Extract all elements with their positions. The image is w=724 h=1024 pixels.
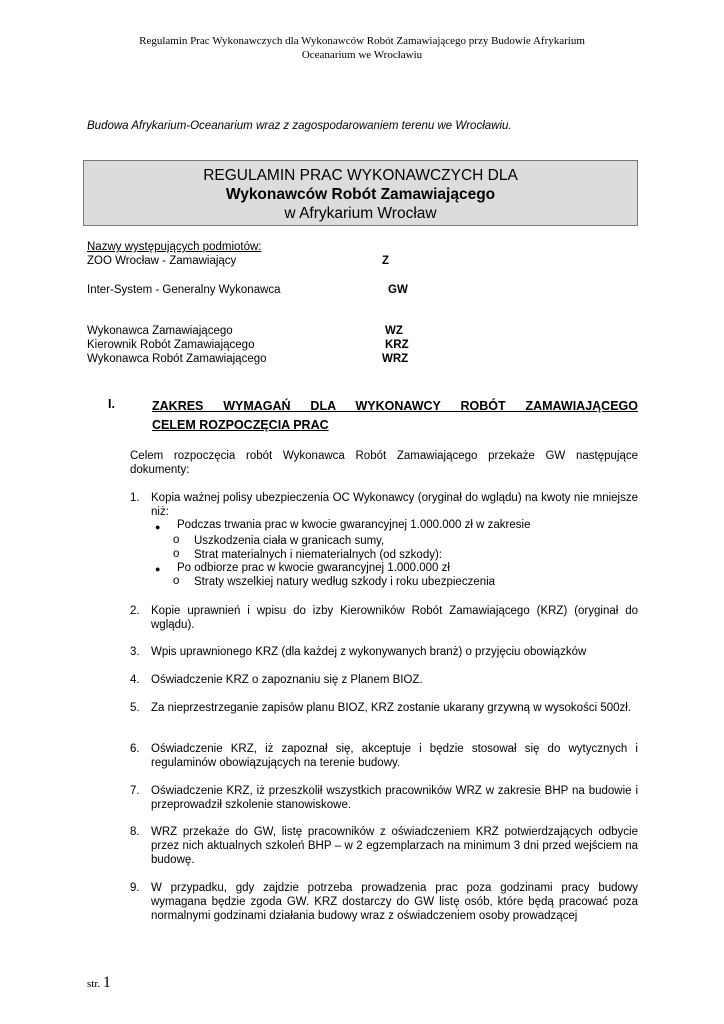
item-number: 9. <box>130 882 140 894</box>
circle-icon: o <box>173 534 180 546</box>
intro-paragraph: Celem rozpoczęcia robót Wykonawca Robót Zamawiającego przekaże GW następujące dokumenty: <box>130 450 638 476</box>
item-text: W przypadku, gdy zajdzie potrzeba prowadzenia prac poza godzinami pracy budowy wymagana będzie zgoda GW. KRZ dostarczy do GW listę osób, które będą pracować poza normalnymi godzinami działania budowy wraz z oświadczeniem osoby prowadzącej <box>151 882 638 922</box>
section-title-line-1: ZAKRES WYMAGAŃ DLA WYKONAWCY ROBÓT ZAMAWIAJĄCEGO <box>152 399 638 413</box>
item-text: Kopia ważnej polisy ubezpieczenia OC Wykonawcy (oryginał do wglądu) na kwoty nie mniejsze niż: <box>151 492 638 518</box>
sub-sub-item: Uszkodzenia ciała w granicach sumy, <box>194 535 385 547</box>
entity-code: GW <box>388 284 408 296</box>
item-number: 6. <box>130 743 140 755</box>
entity-code: WZ <box>385 325 403 337</box>
page-label: str. <box>87 978 101 990</box>
sub-item: Po odbiorze prac w kwocie gwarancyjnej 1.000.000 zł <box>177 562 450 574</box>
item-number: 4. <box>130 674 140 686</box>
sub-item: Podczas trwania prac w kwocie gwarancyjnej 1.000.000 zł w zakresie <box>177 519 531 531</box>
section-number: I. <box>108 397 115 411</box>
title-box <box>83 160 638 226</box>
entities-list <box>87 240 409 365</box>
title-line-1: REGULAMIN PRAC WYKONAWCZYCH DLA <box>203 167 518 184</box>
circle-icon: o <box>173 548 180 560</box>
item-text: WRZ przekaże do GW, listę pracowników z oświadczeniem KRZ potwierdzających odbycie przez nich aktualnych szkoleń BHP – w 2 egzemplarzach na minimum 3 dni przed wejściem na budowę. <box>151 826 638 866</box>
item-number: 3. <box>130 646 140 658</box>
entity-code: Z <box>382 255 390 267</box>
header-line-1: Regulamin Prac Wykonawczych dla Wykonawców Robót Zamawiającego przy Budowie Afrykarium <box>139 35 585 47</box>
project-subtitle: Budowa Afrykarium-Oceanarium wraz z zagospodarowaniem terenu we Wrocławiu. <box>87 120 512 132</box>
item-number: 8. <box>130 826 140 838</box>
entity-name: Wykonawca Robót Zamawiającego <box>87 353 267 365</box>
section-title-line-2: CELEM ROZPOCZĘCIA PRAC <box>152 418 329 432</box>
entities-heading: Nazwy występujących podmiotów: <box>87 241 262 253</box>
entity-name: Kierownik Robót Zamawiającego <box>87 339 255 351</box>
title-line-2: Wykonawców Robót Zamawiającego <box>225 186 496 203</box>
circle-icon: o <box>173 575 180 587</box>
entity-name: ZOO Wrocław - Zamawiający <box>87 255 237 267</box>
entity-code: KRZ <box>385 339 409 351</box>
entity-name: Wykonawca Zamawiającego <box>87 325 233 337</box>
bullet-icon: ● <box>155 564 161 574</box>
entity-code: WRZ <box>382 353 409 365</box>
page-footer <box>87 974 111 992</box>
item-text: Oświadczenie KRZ o zapoznaniu się z Planem BIOZ. <box>151 674 423 686</box>
item-text: Oświadczenie KRZ, iż przeszkolił wszystkich pracowników WRZ w zakresie BHP na budowie i przeprowadził szkolenie stanowiskowe. <box>151 785 638 811</box>
header-line-2: Oceanarium we Wrocławiu <box>301 49 423 61</box>
item-text: Wpis uprawnionego KRZ (dla każdej z wykonywanych branż) o przyjęciu obowiązków <box>151 646 587 658</box>
item-text: Za nieprzestrzeganie zapisów planu BIOZ, KRZ zostanie ukarany grzywną w wysokości 500zł. <box>151 702 632 714</box>
item-number: 1. <box>130 492 140 504</box>
title-line-3: w Afrykarium Wrocław <box>284 205 437 222</box>
page-number: 1 <box>102 974 111 991</box>
page-header <box>60 34 664 62</box>
item-number: 7. <box>130 785 140 797</box>
sub-sub-item: Strat materialnych i niematerialnych (od szkody): <box>194 549 442 561</box>
item-text: Oświadczenie KRZ, iż zapoznał się, akceptuje i będzie stosował się do wytycznych i regulaminów obowiązujących na terenie budowy. <box>151 743 638 769</box>
sub-sub-item: Straty wszelkiej natury według szkody i roku ubezpieczenia <box>194 576 496 588</box>
item-number: 2. <box>130 605 140 617</box>
entity-name: Inter-System - Generalny Wykonawca <box>87 284 281 296</box>
bullet-icon: ● <box>155 522 161 532</box>
item-text: Kopie uprawnień i wpisu do izby Kierowników Robót Zamawiającego (KRZ) (oryginał do wglądu). <box>151 605 638 631</box>
item-number: 5. <box>130 702 140 714</box>
